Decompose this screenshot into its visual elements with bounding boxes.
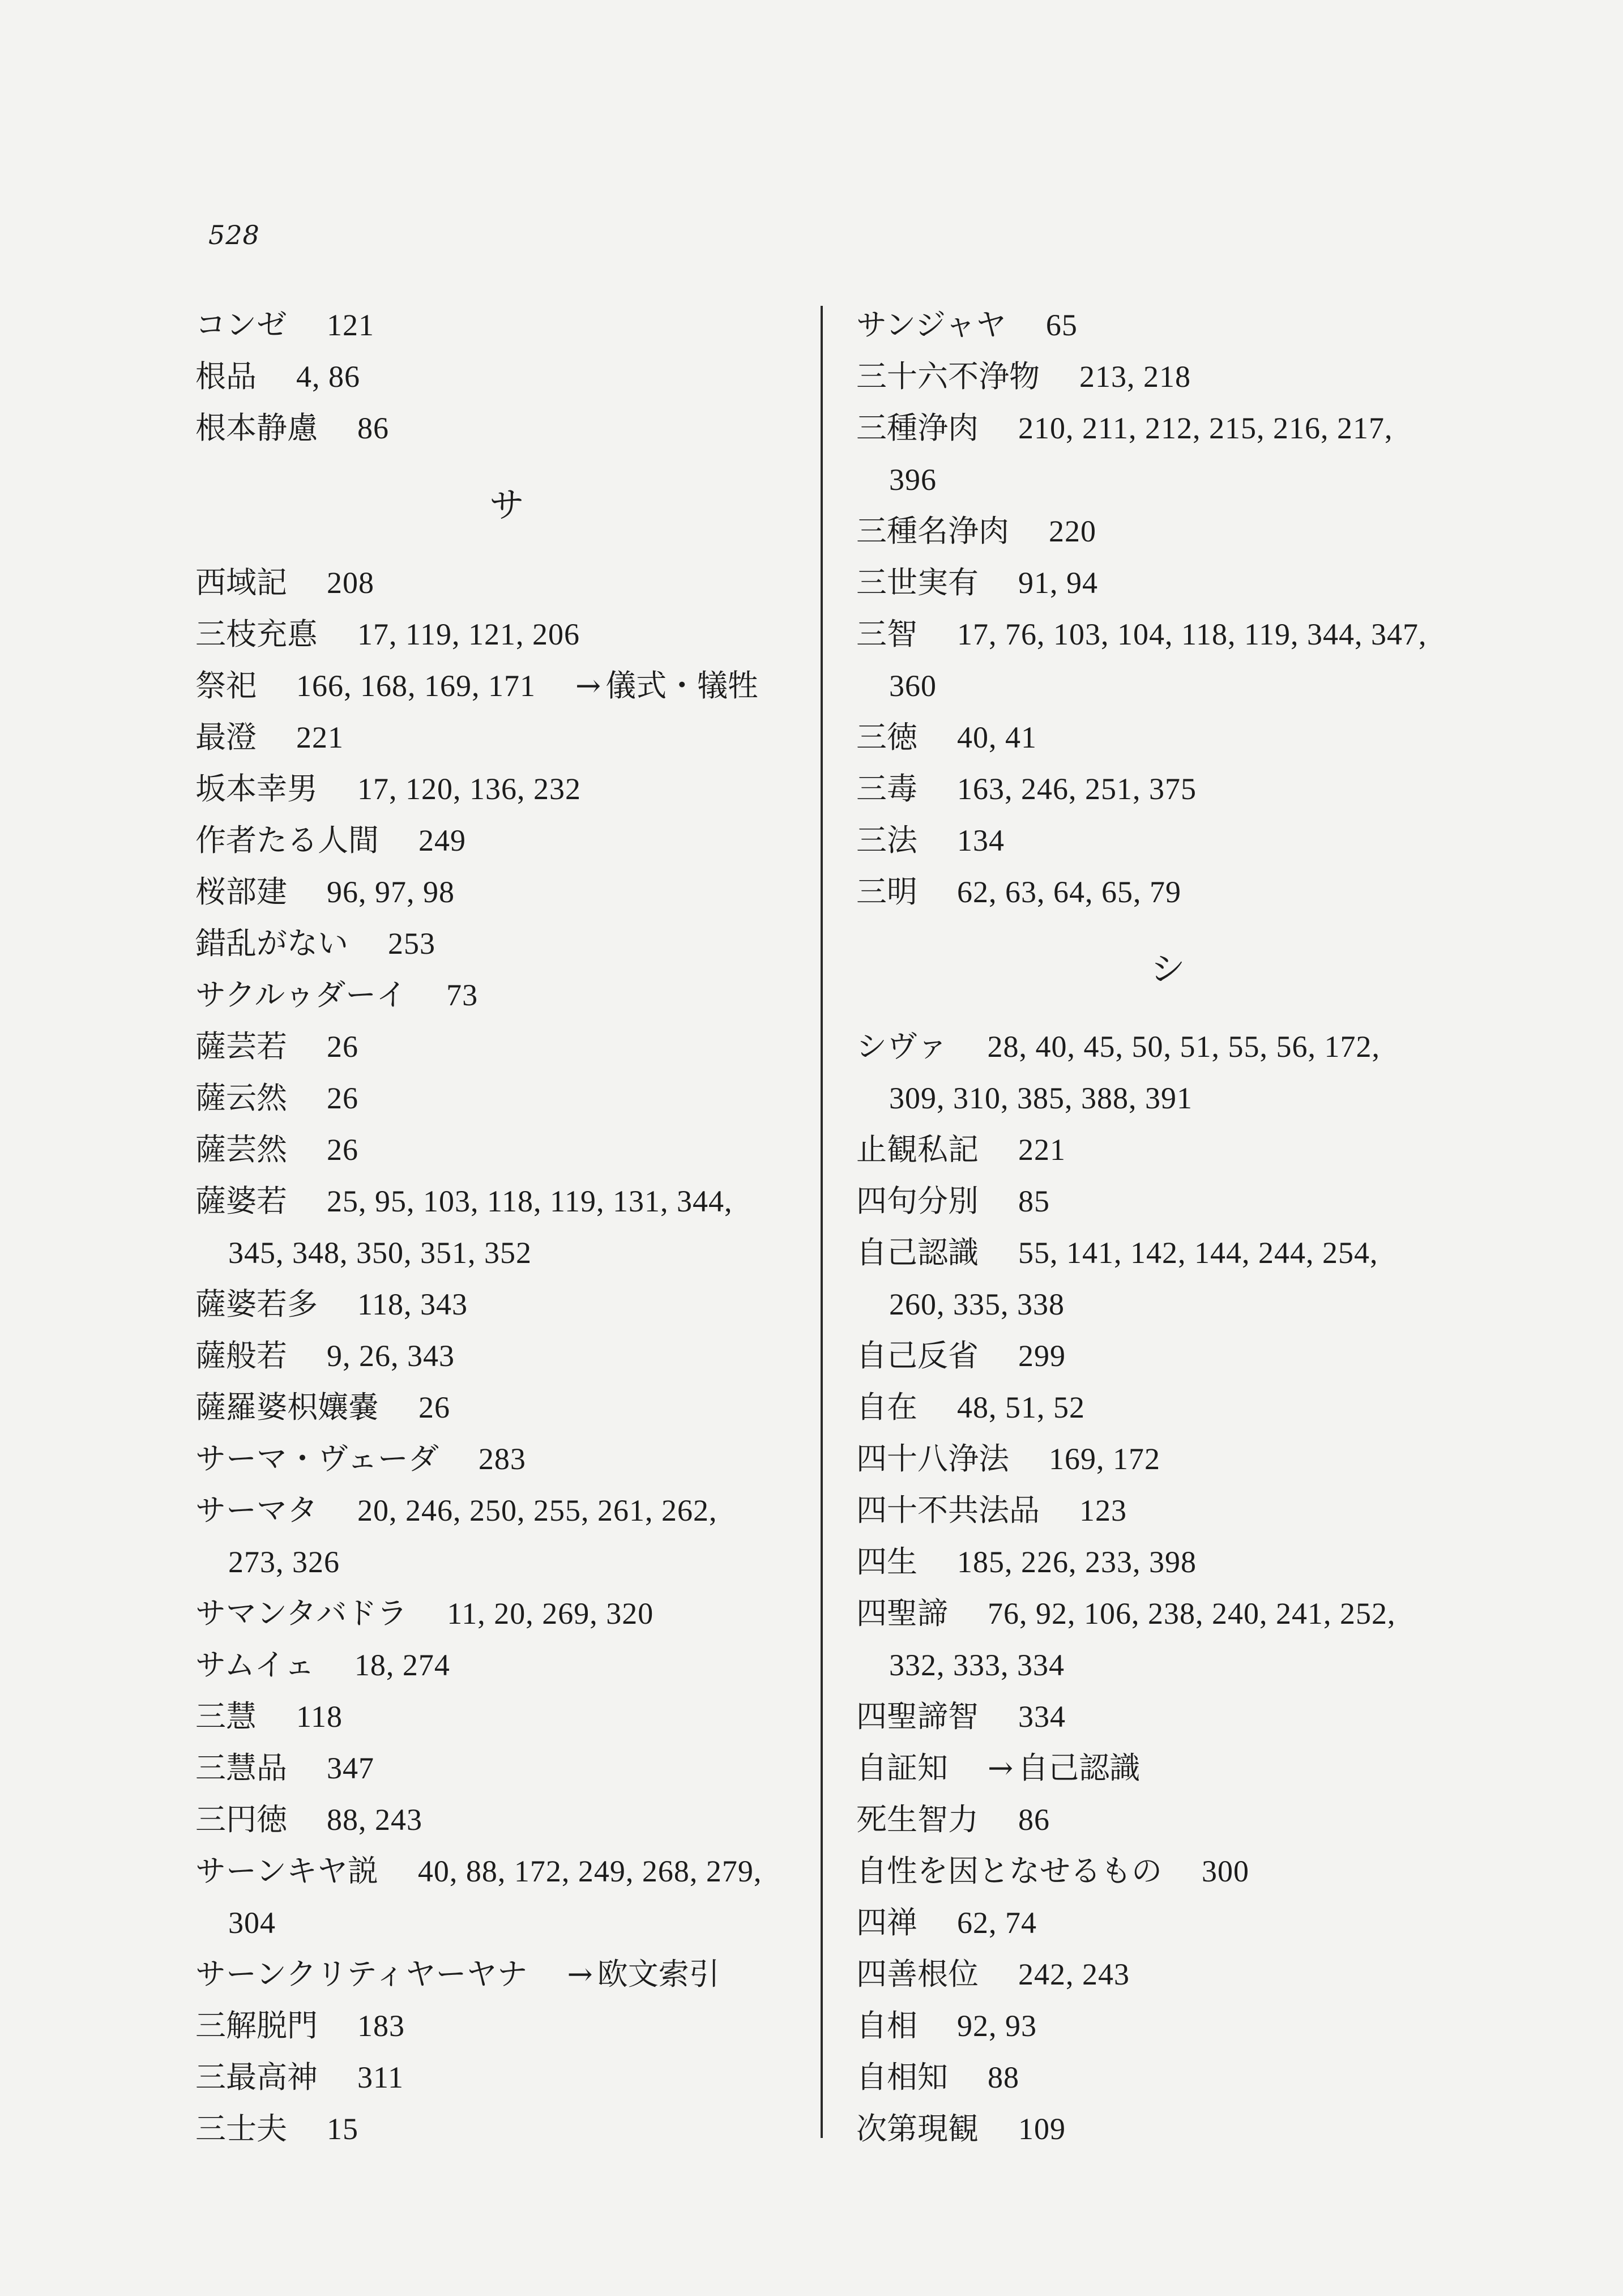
section-heading: シ bbox=[1150, 948, 1185, 989]
page-refs: 118, 343 bbox=[357, 1287, 468, 1321]
index-term: 四善根位 bbox=[856, 1956, 979, 1992]
index-term: 薩般若 bbox=[195, 1338, 287, 1373]
cross-reference-target: 欧文索引 bbox=[597, 1956, 720, 1992]
page-refs: 208 bbox=[327, 566, 374, 600]
index-term: 三世実有 bbox=[856, 565, 979, 600]
index-entry bbox=[856, 1794, 1479, 1845]
page-refs: 242, 243 bbox=[1018, 1957, 1130, 1991]
page-refs: 121 bbox=[327, 308, 374, 342]
column-divider bbox=[821, 306, 823, 2138]
index-term: 桜部建 bbox=[195, 874, 287, 910]
cross-reference bbox=[567, 1956, 719, 1992]
page-refs: 17, 119, 121, 206 bbox=[357, 617, 580, 651]
index-entry bbox=[856, 1381, 1479, 1433]
index-term: 三明 bbox=[856, 874, 917, 910]
cross-reference-target: 儀式・犠牲 bbox=[605, 668, 759, 703]
index-term: 薩云然 bbox=[195, 1080, 287, 1116]
index-entry bbox=[856, 1124, 1479, 1175]
cross-reference bbox=[988, 1750, 1140, 1786]
page-refs: 15 bbox=[327, 2112, 358, 2146]
page-refs: 88, 243 bbox=[327, 1803, 422, 1837]
index-term: 三士夫 bbox=[195, 2111, 287, 2146]
index-entry-continuation bbox=[856, 1278, 1479, 1330]
page-refs: 283 bbox=[478, 1442, 526, 1476]
page-refs: 92, 93 bbox=[957, 2009, 1037, 2043]
index-term: 祭祀 bbox=[195, 668, 257, 703]
index-term: サムイェ bbox=[195, 1647, 315, 1683]
page-refs: 213, 218 bbox=[1079, 360, 1191, 394]
index-entry bbox=[195, 1175, 818, 1227]
page-refs: 91, 94 bbox=[1018, 566, 1098, 600]
page-refs: 183 bbox=[357, 2009, 405, 2043]
cross-reference-target: 自己認識 bbox=[1018, 1750, 1141, 1786]
page-refs: 40, 41 bbox=[957, 720, 1037, 754]
cross-reference-arrow-icon: → bbox=[575, 668, 601, 703]
index-entry bbox=[856, 1175, 1479, 1227]
index-entry bbox=[856, 1742, 1479, 1794]
page-refs: 28, 40, 45, 50, 51, 55, 56, 172, bbox=[987, 1030, 1380, 1064]
cross-reference bbox=[575, 668, 758, 703]
index-term: 薩婆若 bbox=[195, 1183, 287, 1219]
page-refs: 332, 333, 334 bbox=[889, 1648, 1065, 1682]
section-heading: サ bbox=[489, 484, 524, 526]
index-term: 止観私記 bbox=[856, 1132, 979, 1167]
index-entry bbox=[856, 351, 1479, 402]
index-term: 四聖諦智 bbox=[856, 1698, 979, 1734]
index-entry bbox=[856, 1587, 1479, 1639]
index-term: 自在 bbox=[856, 1389, 917, 1425]
page-refs: 25, 95, 103, 118, 119, 131, 344, bbox=[327, 1184, 733, 1218]
index-term: サマンタバドラ bbox=[195, 1595, 408, 1631]
page-refs: 48, 51, 52 bbox=[957, 1390, 1085, 1424]
index-entry bbox=[195, 1742, 818, 1794]
index-entry bbox=[195, 1639, 818, 1691]
page-refs: 163, 246, 251, 375 bbox=[957, 772, 1197, 806]
index-column-right bbox=[856, 299, 1479, 2154]
index-term: サーンキヤ説 bbox=[195, 1853, 378, 1889]
index-term: サクルゥダーイ bbox=[195, 977, 407, 1013]
index-entry bbox=[195, 660, 818, 711]
index-term: 四十八浄法 bbox=[856, 1441, 1009, 1476]
page-refs: 86 bbox=[1018, 1803, 1050, 1837]
index-column-left bbox=[195, 299, 818, 2154]
index-entry bbox=[195, 2103, 818, 2154]
index-term: シヴァ bbox=[856, 1028, 948, 1064]
index-term: コンゼ bbox=[195, 307, 287, 343]
page-refs: 55, 141, 142, 144, 244, 254, bbox=[1018, 1236, 1378, 1270]
index-entry bbox=[856, 505, 1479, 557]
page-refs: 26 bbox=[327, 1081, 358, 1115]
index-entry bbox=[856, 711, 1479, 763]
index-entry bbox=[195, 1433, 818, 1484]
index-entry-continuation bbox=[856, 1072, 1479, 1124]
index-entry-continuation bbox=[195, 1536, 818, 1587]
page-refs: 76, 92, 106, 238, 240, 241, 252, bbox=[988, 1597, 1396, 1631]
index-entry bbox=[195, 1948, 818, 2000]
index-term: 薩羅婆枳孃嚢 bbox=[195, 1389, 379, 1425]
page-refs: 396 bbox=[889, 463, 937, 497]
index-entry bbox=[856, 814, 1479, 866]
index-term: 四十不共法品 bbox=[856, 1492, 1040, 1528]
index-entry bbox=[856, 557, 1479, 608]
page-refs: 62, 63, 64, 65, 79 bbox=[957, 875, 1181, 909]
index-term: 四聖諦 bbox=[856, 1595, 948, 1631]
index-entry bbox=[195, 1691, 818, 1742]
page-refs: 17, 120, 136, 232 bbox=[357, 772, 581, 806]
index-entry bbox=[195, 1794, 818, 1845]
index-entry bbox=[856, 1227, 1479, 1278]
page-refs: 85 bbox=[1018, 1184, 1050, 1218]
index-term: 死生智力 bbox=[856, 1802, 979, 1837]
page-refs: 11, 20, 269, 320 bbox=[447, 1597, 654, 1631]
page-refs: 9, 26, 343 bbox=[327, 1339, 455, 1373]
index-entry bbox=[195, 402, 818, 454]
index-entry bbox=[856, 1021, 1479, 1072]
index-entry bbox=[856, 866, 1479, 917]
index-entry-continuation bbox=[195, 1897, 818, 1948]
index-entry bbox=[856, 1897, 1479, 1948]
index-entry bbox=[195, 866, 818, 917]
page-refs: 253 bbox=[388, 927, 435, 961]
index-term: 薩婆若多 bbox=[195, 1286, 318, 1322]
index-entry bbox=[856, 1484, 1479, 1536]
page-refs: 260, 335, 338 bbox=[889, 1287, 1065, 1321]
index-term: 三解脱門 bbox=[195, 2008, 318, 2043]
index-term: 三慧 bbox=[195, 1698, 257, 1734]
index-term: 四生 bbox=[856, 1544, 917, 1580]
index-term: 次第現観 bbox=[856, 2111, 979, 2146]
page-refs: 26 bbox=[327, 1030, 358, 1064]
index-entry bbox=[195, 1072, 818, 1124]
page-refs: 26 bbox=[418, 1390, 450, 1424]
index-entry bbox=[195, 2051, 818, 2103]
page-refs: 18, 274 bbox=[354, 1648, 450, 1682]
index-entry bbox=[195, 351, 818, 402]
page-refs: 220 bbox=[1049, 514, 1096, 548]
index-term: サンジャヤ bbox=[856, 307, 1006, 343]
index-term: 薩芸若 bbox=[195, 1028, 287, 1064]
page-refs: 311 bbox=[357, 2060, 404, 2094]
page-refs: 88 bbox=[988, 2060, 1019, 2094]
page-refs: 65 bbox=[1045, 308, 1078, 342]
index-entry bbox=[856, 402, 1479, 454]
cross-reference-arrow-icon: → bbox=[988, 1750, 1014, 1786]
index-term: 三種名浄肉 bbox=[856, 513, 1009, 549]
index-term: 三十六不浄物 bbox=[856, 359, 1040, 394]
page-refs: 109 bbox=[1018, 2112, 1066, 2146]
index-term: 四禅 bbox=[856, 1905, 917, 1940]
index-term: 西域記 bbox=[195, 565, 287, 600]
index-term: 錯乱がない bbox=[195, 925, 348, 961]
index-entry bbox=[195, 1278, 818, 1330]
index-entry bbox=[195, 917, 818, 969]
index-entry bbox=[195, 1021, 818, 1072]
index-term: サーマタ bbox=[195, 1492, 318, 1528]
page-number: 528 bbox=[208, 220, 260, 250]
page-refs: 166, 168, 169, 171 bbox=[296, 669, 536, 703]
index-term: サーマ・ヴェーダ bbox=[195, 1441, 439, 1476]
cross-reference-arrow-icon: → bbox=[567, 1956, 593, 1992]
index-term: 自相知 bbox=[856, 2059, 948, 2095]
page-refs: 273, 326 bbox=[228, 1545, 340, 1579]
index-term: 最澄 bbox=[195, 719, 257, 755]
index-entry bbox=[195, 763, 818, 814]
index-term: 根本静慮 bbox=[195, 410, 318, 446]
index-entry bbox=[195, 814, 818, 866]
index-entry bbox=[856, 1845, 1479, 1897]
index-entry bbox=[195, 1330, 818, 1381]
index-term: 三徳 bbox=[856, 719, 917, 755]
index-entry bbox=[195, 557, 818, 608]
page-refs: 26 bbox=[327, 1133, 358, 1167]
index-term: 自己反省 bbox=[856, 1338, 979, 1373]
index-entry bbox=[856, 608, 1479, 660]
index-entry bbox=[195, 1484, 818, 1536]
index-entry bbox=[856, 1330, 1479, 1381]
page-refs: 304 bbox=[228, 1906, 276, 1940]
page-refs: 299 bbox=[1018, 1339, 1066, 1373]
index-entry bbox=[856, 2000, 1479, 2051]
page-refs: 221 bbox=[296, 720, 344, 754]
page-refs: 62, 74 bbox=[957, 1906, 1037, 1940]
index-term: 三智 bbox=[856, 616, 917, 652]
index-term: サーンクリティヤーヤナ bbox=[195, 1956, 528, 1992]
index-entry bbox=[856, 2103, 1479, 2154]
page-refs: 4, 86 bbox=[296, 360, 360, 394]
index-entry bbox=[856, 1948, 1479, 2000]
page-refs: 20, 246, 250, 255, 261, 262, bbox=[357, 1493, 717, 1527]
page-refs: 169, 172 bbox=[1049, 1442, 1160, 1476]
index-term: 自証知 bbox=[856, 1750, 948, 1786]
page-refs: 40, 88, 172, 249, 268, 279, bbox=[417, 1854, 762, 1888]
index-entry bbox=[195, 711, 818, 763]
index-entry-continuation bbox=[856, 1639, 1479, 1691]
index-entry-continuation bbox=[856, 454, 1479, 505]
index-entry bbox=[856, 1691, 1479, 1742]
index-entry bbox=[195, 1124, 818, 1175]
index-entry bbox=[856, 2051, 1479, 2103]
index-term: 三毒 bbox=[856, 771, 917, 806]
index-entry bbox=[195, 608, 818, 660]
page-refs: 300 bbox=[1202, 1854, 1249, 1888]
page-refs: 17, 76, 103, 104, 118, 119, 344, 347, bbox=[957, 617, 1427, 651]
index-term: 自相 bbox=[856, 2008, 917, 2043]
page-refs: 210, 211, 212, 215, 216, 217, bbox=[1018, 411, 1393, 445]
index-entry bbox=[856, 1433, 1479, 1484]
index-entry bbox=[195, 2000, 818, 2051]
page-refs: 123 bbox=[1079, 1493, 1127, 1527]
page-refs: 347 bbox=[327, 1751, 374, 1785]
index-entry-continuation bbox=[856, 660, 1479, 711]
index-entry bbox=[856, 1536, 1479, 1587]
index-entry bbox=[195, 299, 818, 351]
page-refs: 73 bbox=[446, 978, 479, 1012]
index-term: 三法 bbox=[856, 822, 917, 858]
index-entry bbox=[195, 1845, 818, 1897]
index-entry bbox=[856, 763, 1479, 814]
page-refs: 309, 310, 385, 388, 391 bbox=[889, 1081, 1193, 1115]
page-refs: 185, 226, 233, 398 bbox=[957, 1545, 1197, 1579]
index-term: 自性を因となせるもの bbox=[856, 1853, 1162, 1889]
page-refs: 221 bbox=[1018, 1133, 1066, 1167]
index-term: 三慧品 bbox=[195, 1750, 287, 1786]
index-term: 薩芸然 bbox=[195, 1132, 287, 1167]
page-refs: 118 bbox=[296, 1700, 343, 1734]
index-term: 三枝充悳 bbox=[195, 616, 318, 652]
index-term: 作者たる人間 bbox=[195, 822, 379, 858]
index-entry-continuation bbox=[195, 1227, 818, 1278]
index-entry bbox=[195, 1587, 818, 1639]
index-entry bbox=[195, 969, 818, 1021]
index-term: 坂本幸男 bbox=[195, 771, 318, 806]
page-refs: 96, 97, 98 bbox=[327, 875, 455, 909]
page-refs: 345, 348, 350, 351, 352 bbox=[228, 1236, 532, 1270]
page-refs: 134 bbox=[957, 823, 1005, 857]
page-refs: 360 bbox=[889, 669, 937, 703]
index-term: 根品 bbox=[195, 359, 257, 394]
page-refs: 334 bbox=[1018, 1700, 1066, 1734]
index-term: 自己認識 bbox=[856, 1235, 979, 1270]
index-entry bbox=[856, 299, 1479, 351]
page-refs: 249 bbox=[418, 823, 466, 857]
index-term: 三種浄肉 bbox=[856, 410, 979, 446]
index-entry bbox=[195, 1381, 818, 1433]
page-refs: 86 bbox=[357, 411, 389, 445]
index-term: 三最高神 bbox=[195, 2059, 318, 2095]
index-term: 四句分別 bbox=[856, 1183, 979, 1219]
index-term: 三円徳 bbox=[195, 1802, 287, 1837]
